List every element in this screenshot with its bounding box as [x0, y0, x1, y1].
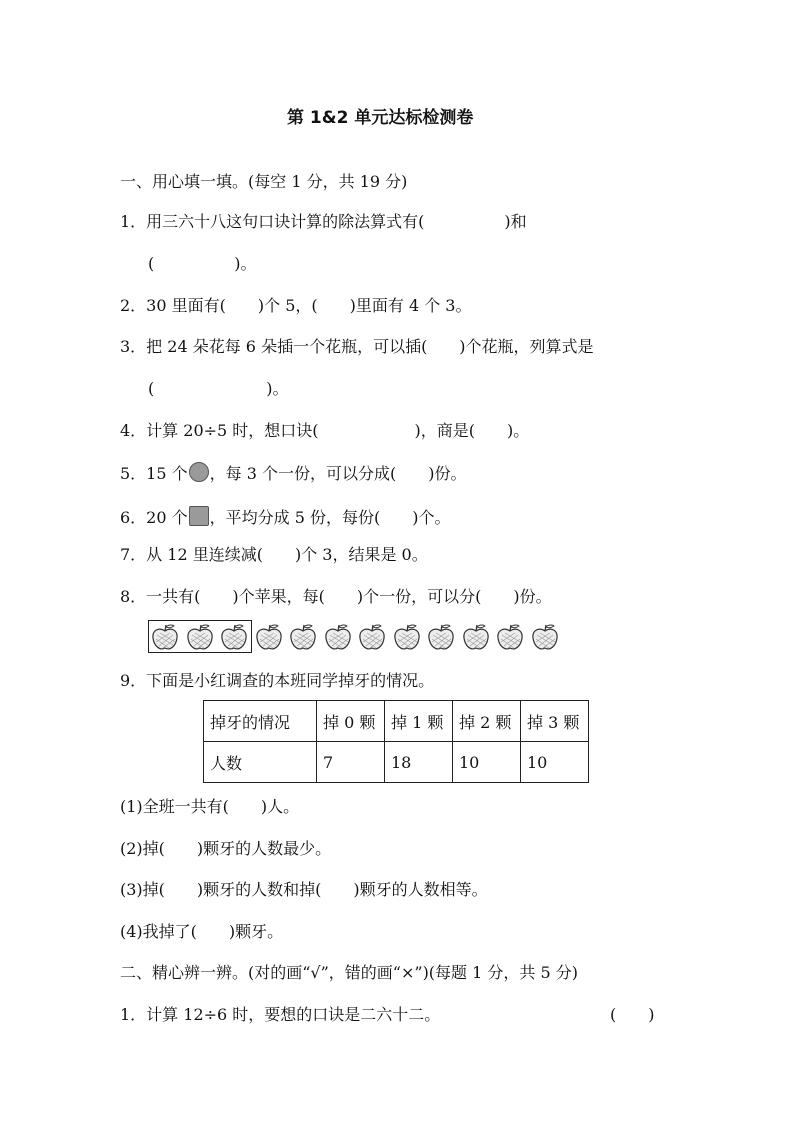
table-row [204, 742, 589, 783]
apple-icon [495, 622, 525, 652]
q3-line1: 3．把 24 朵花每 6 朵插一个花瓶，可以插( )个花瓶，列算式是 [120, 337, 594, 356]
q9-sub4: (4)我掉了( )颗牙。 [120, 922, 284, 941]
table-cell: 10 [453, 742, 521, 783]
table-header-cell: 掉 0 颗 [317, 701, 385, 742]
page-title: 第 1&2 单元达标检测卷 [287, 108, 474, 128]
table-header-cell: 掉 2 颗 [453, 701, 521, 742]
teeth-table [203, 700, 589, 783]
apple-icon [461, 622, 491, 652]
apple-icon [288, 622, 318, 652]
q6-text-pre: 6．20 个 [120, 508, 188, 527]
apple-icon [323, 622, 353, 652]
q9: 9．下面是小红调查的本班同学掉牙的情况。 [120, 671, 435, 690]
apple-icon [185, 622, 215, 652]
q2: 2．30 里面有( )个 5，( )里面有 4 个 3。 [120, 296, 472, 315]
apple-icon [426, 622, 456, 652]
apple-icon [357, 622, 387, 652]
apple-row [148, 620, 568, 654]
section1-heading: 一、用心填一填。(每空 1 分，共 19 分) [120, 172, 408, 191]
gray-circle-icon [189, 462, 209, 482]
q4: 4．计算 20÷5 时，想口诀( )，商是( )。 [120, 421, 530, 440]
q1-line1: 1．用三六十八这句口诀计算的除法算式有( )和 [120, 212, 527, 231]
apple-icon [254, 622, 284, 652]
apple-icon [392, 622, 422, 652]
apple-icon [530, 622, 560, 652]
q9-sub2: (2)掉( )颗牙的人数最少。 [120, 839, 332, 858]
q7: 7．从 12 里连续减( )个 3，结果是 0。 [120, 545, 428, 564]
s2-q1: 1．计算 12÷6 时，要想的口诀是二六十二。 [120, 1005, 441, 1024]
table-header-row [204, 701, 589, 742]
table-cell: 人数 [204, 742, 317, 783]
q1-line2: ( )。 [148, 254, 257, 273]
s2-q1-answer-blank: ( ) [610, 1005, 655, 1024]
q8: 8．一共有( )个苹果，每( )个一份，可以分( )份。 [120, 587, 552, 606]
q6 [120, 506, 450, 528]
q5-text-post: ，每 3 个一份，可以分成( )份。 [209, 464, 467, 483]
q5 [120, 462, 466, 484]
table-cell: 10 [521, 742, 589, 783]
table-header-cell: 掉 1 颗 [385, 701, 453, 742]
q9-sub1: (1)全班一共有( )人。 [120, 797, 300, 816]
q9-sub3: (3)掉( )颗牙的人数和掉( )颗牙的人数相等。 [120, 880, 488, 899]
table-cell: 7 [317, 742, 385, 783]
q3-line2: ( )。 [148, 379, 289, 398]
table-header-cell: 掉 3 颗 [521, 701, 589, 742]
q5-text-pre: 5．15 个 [120, 464, 188, 483]
table-header-cell: 掉牙的情况 [204, 701, 317, 742]
apple-icon [219, 622, 249, 652]
section2-heading: 二、精心辨一辨。(对的画“√”，错的画“×”)(每题 1 分，共 5 分) [120, 963, 578, 982]
q6-text-post: ，平均分成 5 份，每份( )个。 [209, 508, 451, 527]
table-cell: 18 [385, 742, 453, 783]
apple-icon [150, 622, 180, 652]
gray-square-icon [189, 506, 209, 526]
